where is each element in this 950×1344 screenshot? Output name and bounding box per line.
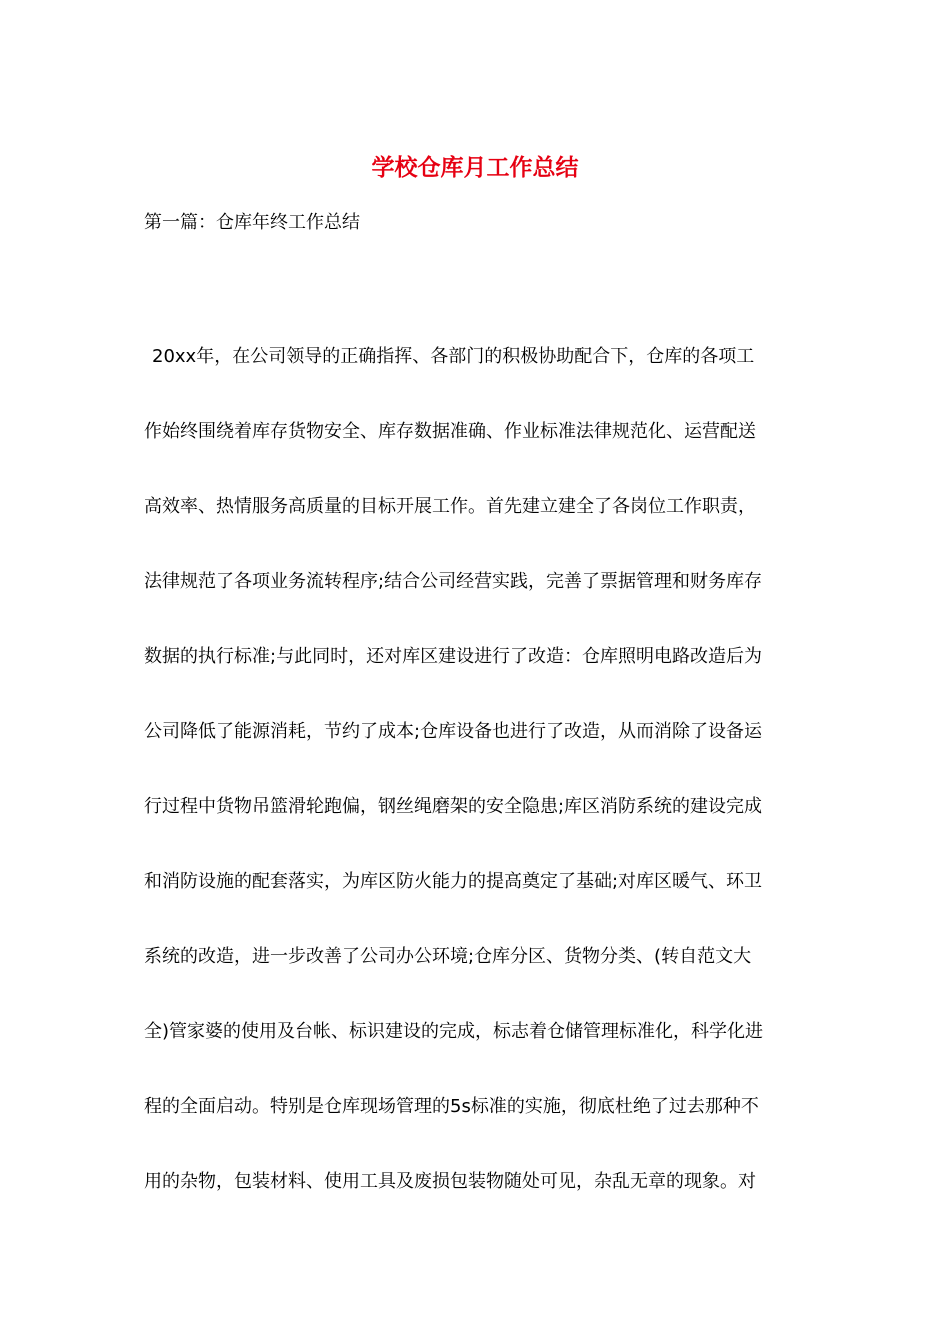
body-line: 用的杂物，包装材料、使用工具及废损包装物随处可见，杂乱无章的现象。对: [144, 1171, 756, 1192]
document-title: 学校仓库月工作总结: [371, 154, 579, 181]
body-line: 行过程中货物吊篮滑轮跑偏，钢丝绳磨架的安全隐患;库区消防系统的建设完成: [144, 796, 763, 817]
body-line: 高效率、热情服务高质量的目标开展工作。首先建立建全了各岗位工作职责，: [144, 496, 756, 517]
body-text: [144, 338, 824, 1238]
body-line: 作始终围绕着库存货物安全、库存数据准确、作业标准法律规范化、运营配送: [144, 421, 756, 442]
body-line: 法律规范了各项业务流转程序;结合公司经营实践，完善了票据管理和财务库存: [144, 571, 763, 592]
body-line: 系统的改造，进一步改善了公司办公环境;仓库分区、货物分类、(转自范文大: [144, 946, 752, 967]
body-line: 和消防设施的配套落实，为库区防火能力的提高奠定了基础;对库区暖气、环卫: [144, 871, 763, 892]
body-line: 程的全面启动。特别是仓库现场管理的5s标准的实施，彻底杜绝了过去那种不: [144, 1096, 759, 1117]
body-line: 20xx年，在公司领导的正确指挥、各部门的积极协助配合下，仓库的各项工: [152, 346, 755, 367]
body-line: 公司降低了能源消耗，节约了成本;仓库设备也进行了改造，从而消除了设备运: [144, 721, 763, 742]
section-heading: 第一篇：仓库年终工作总结: [144, 212, 360, 233]
body-line: 数据的执行标准;与此同时，还对库区建设进行了改造：仓库照明电路改造后为: [144, 646, 763, 667]
body-line: 全)管家婆的使用及台帐、标识建设的完成，标志着仓储管理标准化，科学化进: [144, 1021, 764, 1042]
